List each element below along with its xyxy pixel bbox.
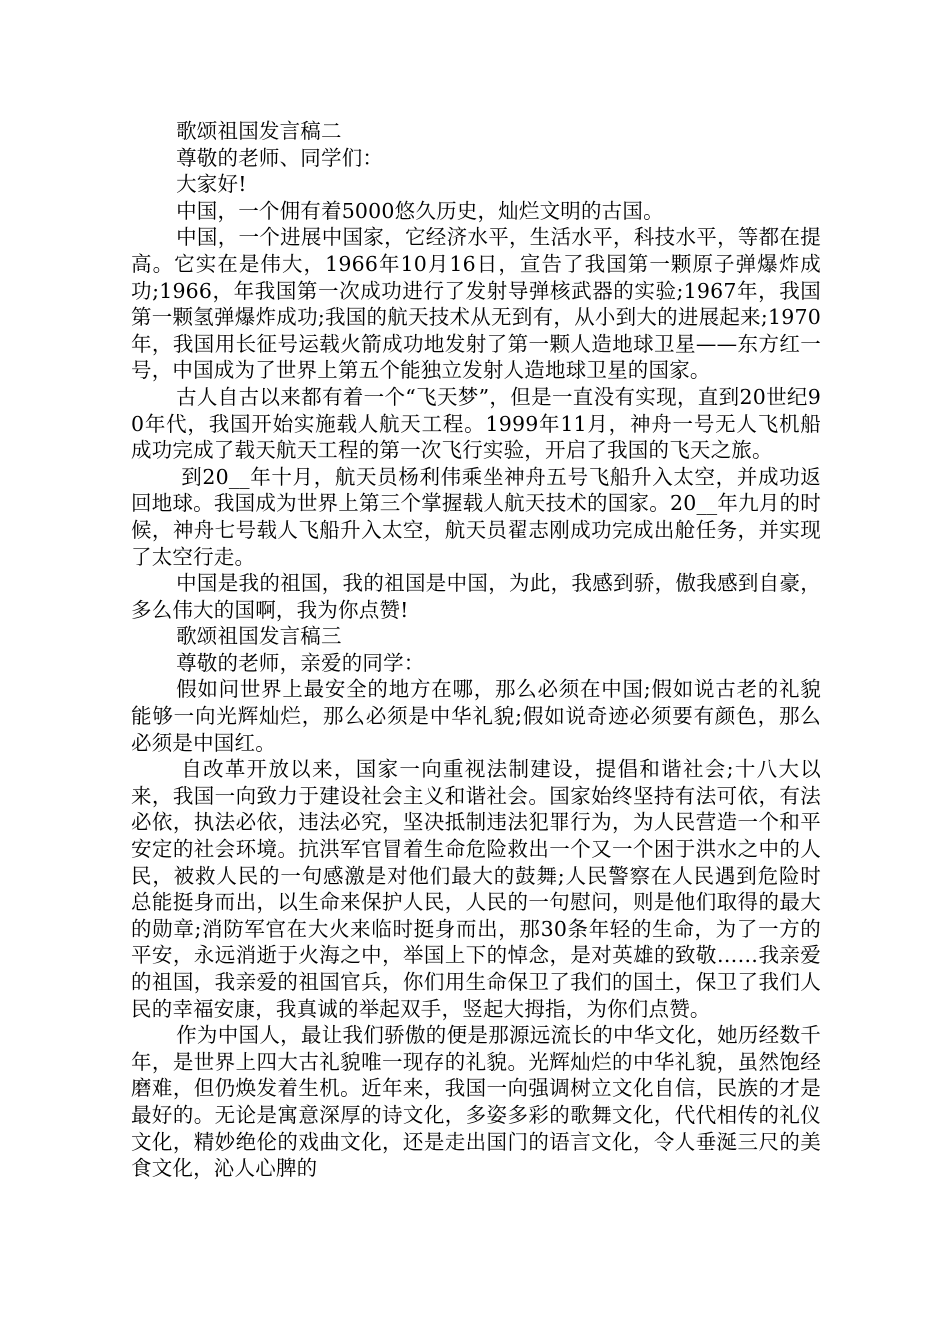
paragraph: 中国，一个佣有着5000悠久历史，灿烂文明的古国。 xyxy=(176,198,664,223)
section-title: 歌颂祖国发言稿二 xyxy=(176,119,342,143)
section-title: 歌颂祖国发言稿三 xyxy=(176,624,342,649)
paragraph: 自改革开放以来，国家一向重视法制建设，提倡和谐社会;十八大以来，我国一向致力于建设社会主义和谐社会。国家始终坚持有法可依，有法必依，执法必依，违法必究，坚决抵制违法犯罪行为，为人民营造一个和平安定的社会环境。抗洪军官冒着生命危险救出一个又一个困于洪水之中的人民，被救人民的一句感激是对他们最大的鼓舞;人民警察在人民遇到危险时总能挺身而出，以生命来保护人民，人民的一句慰问，则是他们取得的最大的勋章;消防军官在大火来临时挺身而出，那30条年轻的生命，为了一方的平安，永远消逝于火海之中，举国上下的悼念，是对英雄的致敬……我亲爱的祖国，我亲爱的祖国官兵，你们用生命保卫了我们的国土，保卫了我们人民的幸福安康，我真诚的举起双手，竖起大拇指，为你们点赞。 xyxy=(131,757,821,1021)
greeting: 大家好! xyxy=(176,172,247,197)
paragraph: 作为中国人，最让我们骄傲的便是那源远流长的中华文化，她历经数千年，是世界上四大古礼貌唯一现存的礼貌。光辉灿烂的中华礼貌，虽然饱经磨难，但仍焕发着生机。近年来，我国一向强调树立文化自信，民族的才是最好的。无论是寓意深厚的诗文化，多姿多彩的歌舞文化，代代相传的礼仪文化，精妙绝伦的戏曲文化，还是走出国门的语言文化，令人垂涎三尺的美食文化，沁人心脾的 xyxy=(131,1023,821,1181)
paragraph: 中国是我的祖国，我的祖国是中国，为此，我感到骄，傲我感到自豪，多么伟大的国啊，我为你点赞! xyxy=(131,571,821,622)
paragraph: 中国，一个进展中国家，它经济水平，生活水平，科技水平，等都在提高。它实在是伟大，1966年10月16日，宣告了我国第一颗原子弹爆炸成功;1966，年我国第一次成功进行了发射导弹核武器的实验;1967年，我国第一颗氢弹爆炸成功;我国的航天技术从无到有，从小到大的进展起来;1970年，我国用长征号运载火箭成功地发射了第一颗人造地球卫星——东方红一号，中国成为了世界上第五个能独立发射人造地球卫星的国家。 xyxy=(131,225,821,383)
document-body xyxy=(131,118,821,1182)
salutation: 尊敬的老师，亲爱的同学： xyxy=(176,650,425,675)
paragraph: 假如问世界上最安全的地方在哪，那么必须在中国;假如说古老的礼貌能够一向光辉灿烂，那么必须是中华礼貌;假如说奇迹必须要有颜色，那么必须是中国红。 xyxy=(131,677,821,755)
salutation: 尊敬的老师、同学们： xyxy=(176,145,384,170)
paragraph: 到20__年十月，航天员杨利伟乘坐神舟五号飞船升入太空，并成功返回地球。我国成为世界上第三个掌握载人航天技术的国家。20__年九月的时候，神舟七号载人飞船升入太空，航天员翟志刚成功完成出舱任务，并实现了太空行走。 xyxy=(131,464,821,569)
paragraph: 古人自古以来都有着一个“飞天梦”，但是一直没有实现，直到20世纪90年代，我国开始实施载人航天工程。1999年11月，神舟一号无人飞机船成功完成了载天航天工程的第一次飞行实验，开启了我国的飞天之旅。 xyxy=(131,384,821,463)
